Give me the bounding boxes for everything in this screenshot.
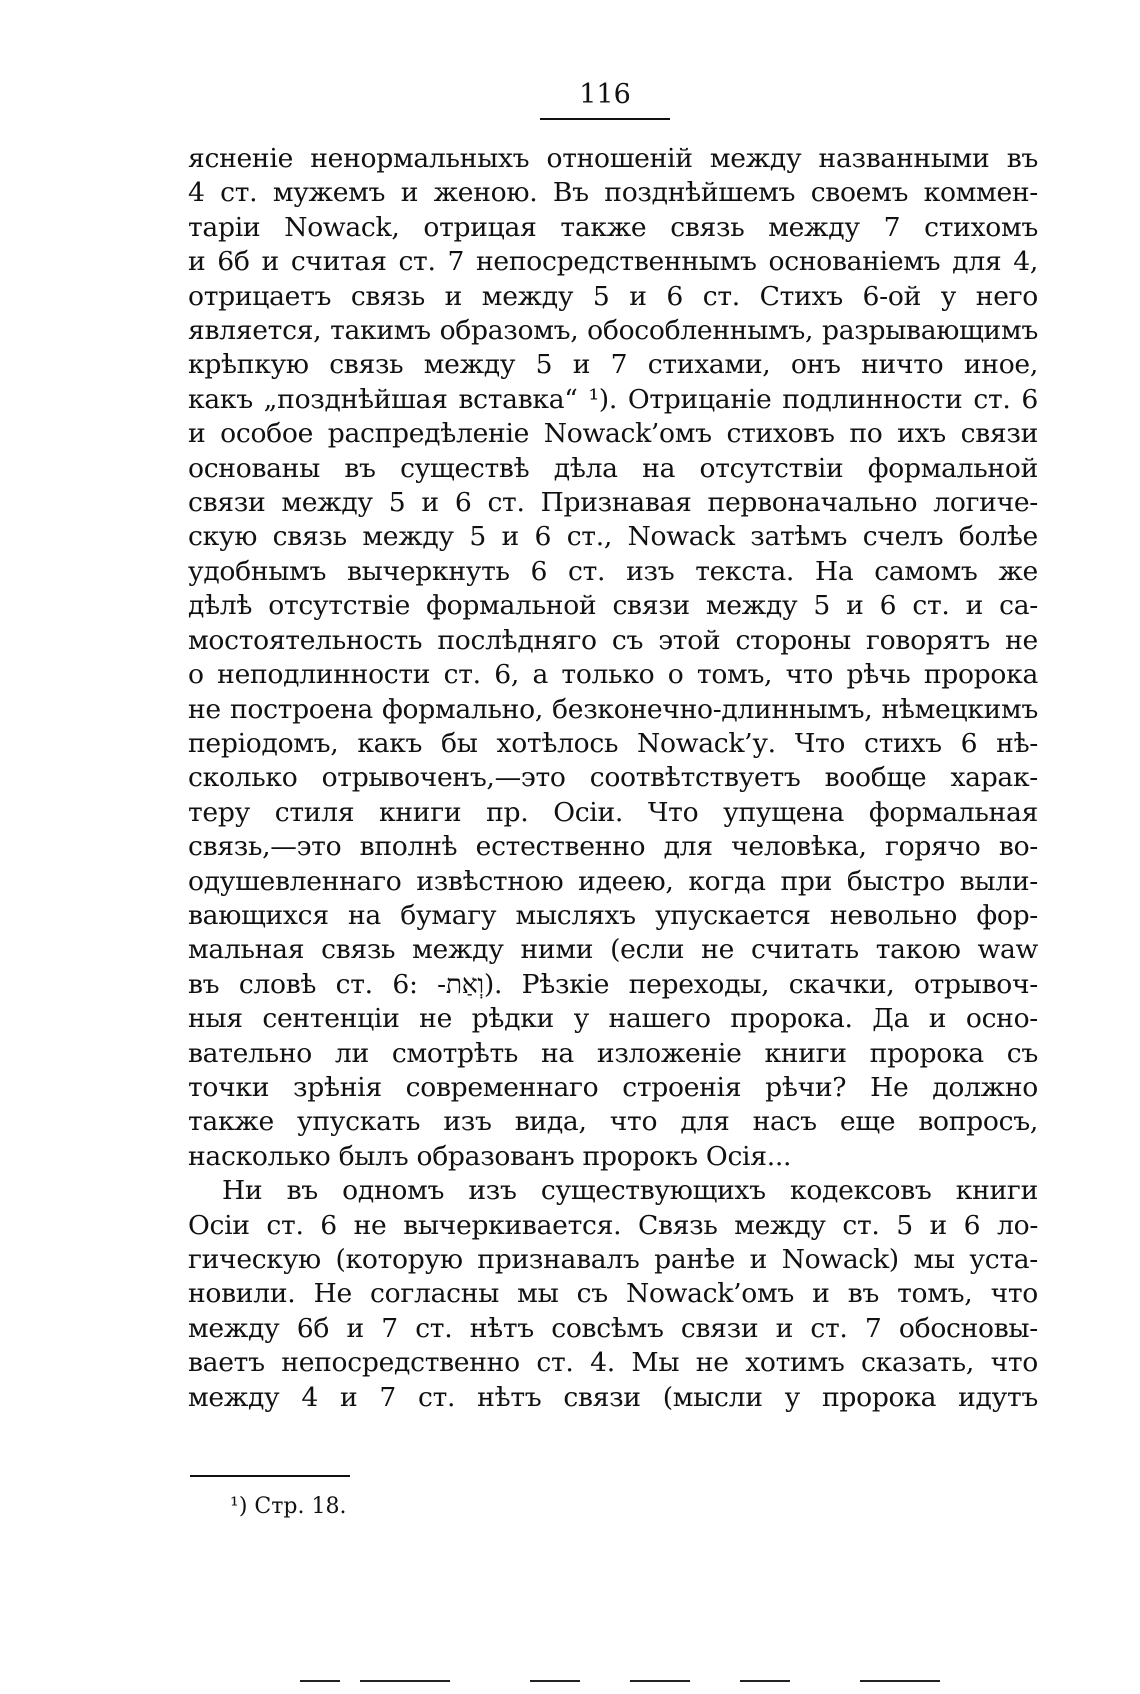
paragraph-start-line: Ни въ одномъ изъ существующихъ кодексовъ книги [222, 1175, 1038, 1207]
text-line: между 4 и 7 ст. нѣтъ связи (мысли у пророка идутъ [188, 1381, 1038, 1413]
text-line: какъ „позднѣйшая вставка“ ¹). Отрицаніе подлинности ст. 6 [188, 383, 1038, 415]
text-line: сколько отрывоченъ,—это соотвѣтствуетъ вообще харак- [188, 762, 1038, 794]
text-line: теру стиля книги пр. Осіи. Что упущена формальная [188, 796, 1038, 828]
text-line: дѣлѣ отсутствіе формальной связи между 5 и 6 ст. и са- [188, 590, 1038, 622]
text-line: о неподлинности ст. 6, а только о томъ, что рѣчь пророка [188, 659, 1038, 691]
text-line: и особое распредѣленіе Nowack’омъ стиховъ по ихъ связи [188, 418, 1038, 450]
footnote: ¹) Стр. 18. [230, 1494, 347, 1519]
dash-mark [360, 1680, 450, 1682]
dash-mark [740, 1680, 790, 1682]
text-line: крѣпкую связь между 5 и 7 стихами, онъ ничто иное, [188, 349, 1038, 381]
dash-mark [630, 1680, 690, 1682]
text-line: является, такимъ образомъ, обособленнымъ, разрывающимъ [188, 315, 1038, 347]
text-line: ясненіе ненормальныхъ отношеній между названными въ [188, 143, 1038, 174]
footnote-divider [190, 1475, 350, 1477]
text-line: новили. Не согласны мы съ Nowack’омъ и въ томъ, что [188, 1278, 1038, 1310]
page-number: 116 [540, 78, 670, 120]
bottom-dash-marks [300, 1680, 1000, 1686]
text-line: ныя сентенціи не рѣдки у нашего пророка. Да и осно- [188, 1003, 1038, 1035]
text-line: періодомъ, какъ бы хотѣлось Nowack’у. Что стихъ 6 нѣ- [188, 727, 1038, 759]
text-line: удобнымъ вычеркнуть 6 ст. изъ текста. На самомъ же [188, 555, 1038, 587]
text-line: связь,—это вполнѣ естественно для человѣка, горячо во- [188, 831, 1038, 863]
text-line: Осіи ст. 6 не вычеркивается. Связь между ст. 5 и 6 ло- [188, 1209, 1038, 1241]
text-line: гическую (которую признавалъ ранѣе и Nowack) мы уста- [188, 1244, 1038, 1275]
text-line: мальная связь между ними (если не считать такою waw [188, 934, 1038, 966]
text-line: мостоятельность послѣдняго съ этой стороны говорятъ не [188, 624, 1038, 656]
text-line: точки зрѣнія современнаго строенія рѣчи? Не должно [188, 1071, 1038, 1103]
text-line: также упускать изъ вида, что для насъ еще вопросъ, [188, 1106, 1038, 1138]
text-line: и 6б и считая ст. 7 непосредственнымъ основаніемъ для 4, [188, 246, 1038, 278]
dash-mark [530, 1680, 580, 1682]
text-line: въ словѣ ст. 6: -וְאַת). Рѣзкіе переходы, скачки, отрывоч- [188, 968, 1038, 1000]
dash-mark [860, 1680, 940, 1682]
dash-mark [300, 1680, 340, 1682]
text-line: вательно ли смотрѣть на изложеніе книги пророка съ [188, 1037, 1038, 1069]
text-line: между 6б и 7 ст. нѣтъ совсѣмъ связи и ст. 7 обосновы- [188, 1312, 1038, 1344]
text-line: вающихся на бумагу мысляхъ упускается невольно фор- [188, 899, 1038, 931]
paragraph-end-line: насколько былъ образованъ пророкъ Осія... [188, 1140, 792, 1172]
text-line: ваетъ непосредственно ст. 4. Мы не хотимъ сказать, что [188, 1347, 1038, 1379]
text-line: не построена формально, безконечно-длиннымъ, нѣмецкимъ [188, 693, 1038, 725]
text-line: 4 ст. мужемъ и женою. Въ позднѣйшемъ своемъ коммен- [188, 177, 1038, 209]
text-line: одушевленнаго извѣстною идеею, когда при быстро выли- [188, 865, 1038, 897]
text-line: таріи Nowack, отрицая также связь между 7 стихомъ [188, 211, 1038, 243]
text-line: связи между 5 и 6 ст. Признавая первоначально логиче- [188, 487, 1038, 519]
text-line: отрицаетъ связь и между 5 и 6 ст. Стихъ 6-ой у него [188, 280, 1038, 312]
text-line: основаны въ существѣ дѣла на отсутствіи формальной [188, 452, 1038, 484]
body-text [188, 142, 1038, 1415]
text-line: скую связь между 5 и 6 ст., Nowack затѣмъ счелъ болѣе [188, 521, 1038, 553]
